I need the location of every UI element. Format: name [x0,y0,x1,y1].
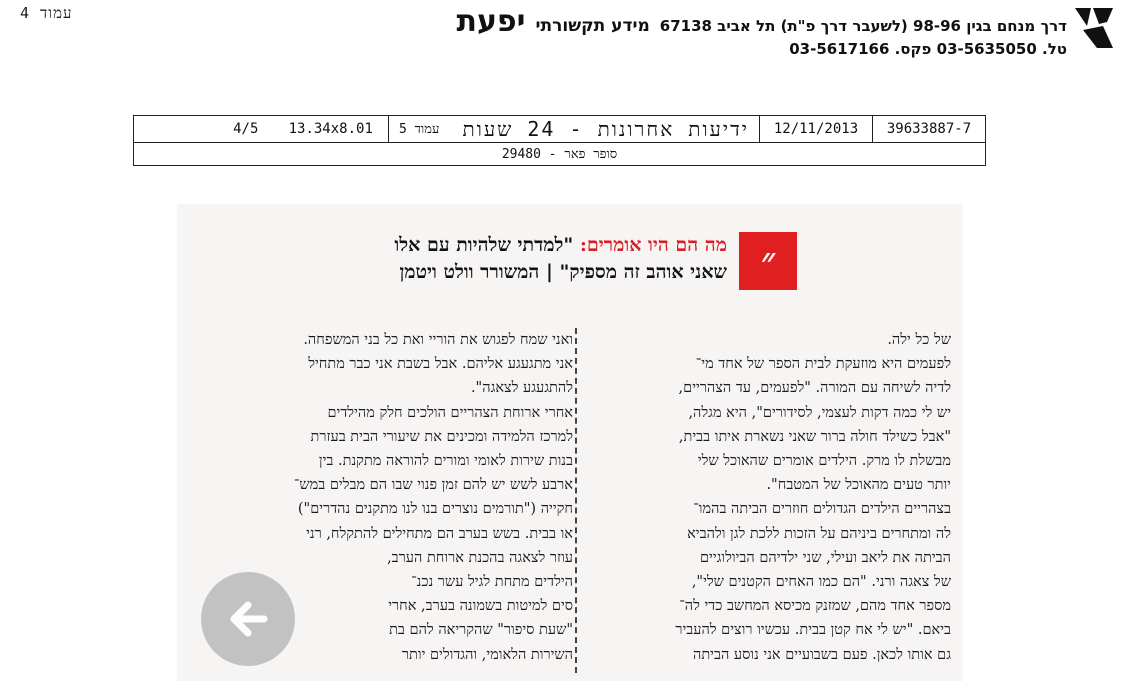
article-line: יש לי כמה דקות לעצמי, לסידורים", היא מגלה, [688,404,951,421]
size-cell [218,116,388,142]
article-line: או בבית. בשש בערב הם מתחילים להתקלח, רני [306,525,573,542]
back-arrow-icon [218,589,278,649]
article-id: 39633887-7 [872,116,985,142]
yifat-logo-icon [1073,6,1115,50]
pull-quote [394,232,797,290]
article-line: "שעת סיפור" שהקריאה להם בת [389,622,573,639]
contact-info: טל. 03-5635050 פקס. 03-5617166 [789,40,1067,58]
article-line: מספר אחד מהם, שמזנק מכיסא המחשב כדי לה־ [679,598,951,615]
article-line: ארבע לשש יש להם זמן פנוי שבו הם מבלים במש־ [293,477,573,494]
article-line: לפעמים היא מוזעקת לבית הספר של אחד מי־ [695,356,951,373]
article-line: יותר טעים מהאוכל של המטבח". [766,477,951,494]
quote-attribution: המשורר וולט ויטמן [399,261,540,283]
address: דרך מנחם בגין 98-96 (לשעבר דרך פ"ת) תל אביב 67138 [659,17,1067,35]
article-line: להתגעגע לצאגה". [470,380,573,397]
article-clip [177,204,963,681]
publication-page: עמוד 5 [399,122,440,137]
article-line: ביאם. "יש לי אח קטן בבית. עכשיו רוצים להעביר [675,622,951,639]
header [456,6,1115,58]
article-meta-table [133,115,986,166]
article-line: אני מתגעגע אליהם. אבל בשבת אני כבר מתחיל [308,356,573,373]
article-column-right [575,328,951,667]
article-line: "אבל כשילד חולה ברור שאני נשארת איתו בבית, [678,428,951,445]
article-line: מבשלת לו מרק. הילדים אומרים שהאוכל שלי [697,453,951,470]
article-line: סים למיטות בשמונה בערב, אחרי [388,598,573,615]
article-line: הילדים מתחת לגיל עשר נכנ־ [411,574,573,591]
page-fraction: 4/5 [233,121,259,137]
quote-mark-icon: ״ [739,232,797,290]
article-line: של כל ילה. [887,332,951,348]
author-line: סופר פאר - 29480 [501,147,618,162]
article-date: 12/11/2013 [759,116,872,142]
article-line: השירות הלאומי, והגדולים יותר [401,646,573,663]
brand-name: יפעת [456,4,526,39]
article-line: עוזר לצאגה בהכנת ארוחת הערב, [387,549,573,566]
clip-size: 13.34x8.01 [288,121,373,137]
article-line: ואני שמח לפגוש את הוריי ואת כל בני המשפחה. [303,332,573,348]
article-line: לה ומתחרים ביניהם על הזכות ללכת לגן ולהביא [687,525,951,542]
publication-cell [388,116,759,142]
quote-line-1: "למדתי שלהיות עם אלו [394,234,574,256]
column-divider [575,328,577,673]
article-line: בצהריים הילדים הגדולים חוזרים הביתה בהמו־ [693,501,951,518]
quote-text: מה הם היו אומרים: "למדתי שלהיות עם אלו שאני אוהב זה מספיק" | המשורר וולט ויטמן [394,234,727,283]
article-line: של צאגה ורני. "הם כמו האחים הקטנים שלי", [691,574,951,591]
header-text [456,6,1067,58]
back-button[interactable] [201,572,295,666]
quote-line-2: שאני אוהב זה מספיק" [559,261,727,283]
article-line: למרכז הלמידה ומכינים את שיעורי הבית בעזרת [310,428,573,445]
article-line: לדיה לשיחה עם המורה. "לפעמים, עד הצהריים, [678,380,951,397]
publication-name: ידיעות אחרונות - 24 שעות [462,116,749,141]
quote-lead: מה הם היו אומרים: [579,234,727,256]
article-line: גם אותו לכאן. פעם בשבועיים אני נוסע הביתה [692,646,951,663]
brand-tagline: מידע תקשורתי [535,16,650,36]
article-line: חקייה ("תורמים נוצרים בנו לנו מתקנים נהדרים") [297,501,573,518]
article-line: הביתה את ליאב ועילי, שני ילדיהם הביולוגיים [699,549,951,566]
page-label: עמוד 4 [20,4,73,22]
article-line: בנות שירות לאומי ומורים להוראה מתקנת. בין [318,453,573,470]
article-line: אחרי ארוחת הצהריים הולכים חלק מהילדים [327,404,573,421]
